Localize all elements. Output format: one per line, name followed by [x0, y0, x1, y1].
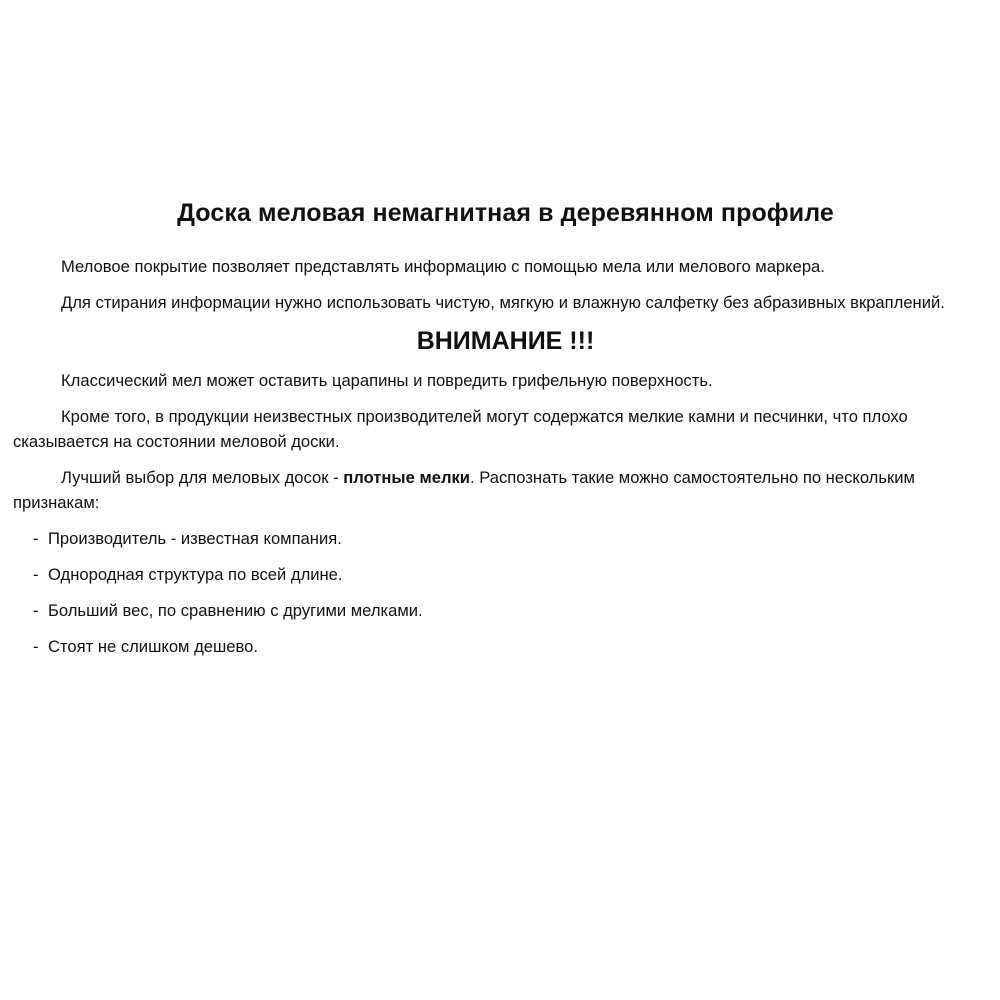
- list-item: [13, 634, 993, 659]
- paragraph-classic-chalk: Классический мел может оставить царапины и повредить грифельную поверхность.: [61, 371, 713, 390]
- list-item-text: Производитель - известная компания.: [48, 529, 342, 548]
- paragraph-unknown-producers: Кроме того, в продукции неизвестных производителей могут содержатся мелкие камни и песчинки, что плохо сказывается на состоянии меловой доски.: [13, 407, 908, 451]
- list-item: [13, 598, 993, 623]
- paragraph-best-choice: [13, 465, 993, 515]
- warning-heading: ВНИМАНИЕ !!!: [416, 327, 595, 355]
- list-dash: -: [33, 637, 39, 656]
- list-item-text: Однородная структура по всей длине.: [48, 565, 343, 584]
- best-choice-text-before: Лучший выбор для меловых досок -: [61, 468, 344, 487]
- document-body: [13, 196, 993, 670]
- list-dash: -: [33, 529, 39, 548]
- criteria-list: [13, 526, 993, 659]
- list-dash: -: [33, 565, 39, 584]
- paragraph-chalk-coating: Меловое покрытие позволяет представлять информацию с помощью мела или мелового маркера.: [61, 257, 825, 276]
- list-item-text: Больший вес, по сравнению с другими мелками.: [48, 601, 423, 620]
- page-title: Доска меловая немагнитная в деревянном профиле: [177, 199, 834, 227]
- paragraph-erasing: Для стирания информации нужно использовать чистую, мягкую и влажную салфетку без абразивных вкраплений.: [61, 293, 945, 312]
- list-item: [13, 526, 993, 551]
- best-choice-text-after: . Распознать такие можно самостоятельно по нескольким признакам:: [13, 468, 915, 512]
- list-dash: -: [33, 601, 39, 620]
- best-choice-bold: плотные мелки: [343, 468, 470, 487]
- list-item: [13, 562, 993, 587]
- list-item-text: Стоят не слишком дешево.: [48, 637, 258, 656]
